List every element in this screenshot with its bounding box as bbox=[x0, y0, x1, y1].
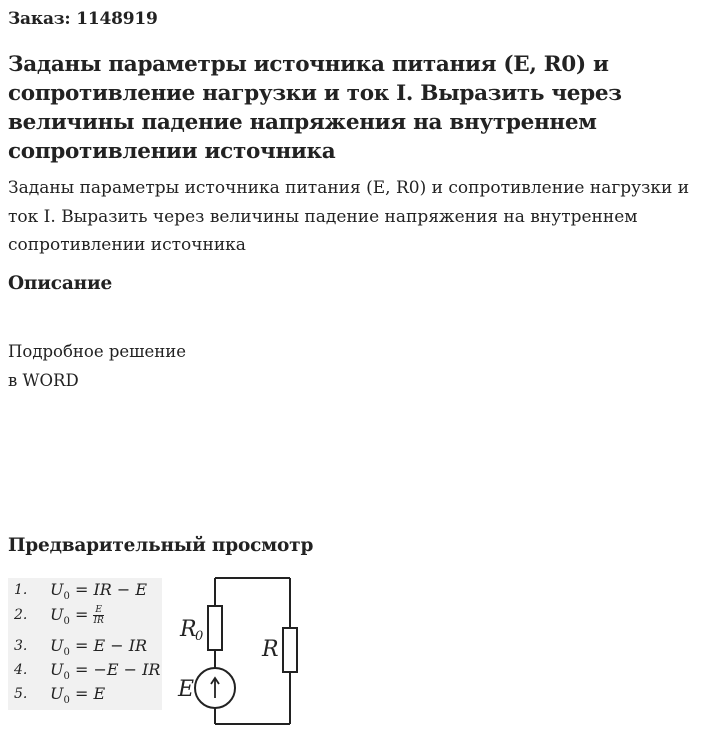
option-lhs: U bbox=[50, 605, 64, 624]
option-sub: 0 bbox=[63, 616, 70, 628]
option-sub: 0 bbox=[63, 695, 70, 707]
option-rhs: = E − IR bbox=[74, 636, 148, 655]
description-heading: Описание bbox=[8, 273, 113, 294]
option-number: 2. bbox=[14, 607, 28, 623]
option-fraction bbox=[93, 605, 103, 626]
option-lhs: U bbox=[50, 580, 64, 599]
option-number: 3. bbox=[14, 638, 28, 654]
task-description: Заданы параметры источника питания (E, R0) и сопротивление нагрузки и ток I. Выразить через величины падение напряжения на внутреннем сопротивлении источника bbox=[8, 178, 690, 255]
option-lhs: U bbox=[50, 684, 64, 703]
fraction-denominator: IR bbox=[93, 616, 104, 626]
label-e: E bbox=[178, 677, 195, 702]
source-arrow-icon bbox=[211, 678, 219, 698]
order-number: Заказ: 1148919 bbox=[8, 9, 158, 29]
option-sub: 0 bbox=[63, 671, 70, 683]
resistor-r bbox=[283, 628, 297, 672]
option-rhs: = IR − E bbox=[74, 580, 148, 599]
solution-line-2: в WORD bbox=[8, 371, 79, 390]
fraction-numerator: E bbox=[95, 605, 102, 615]
option-lhs: U bbox=[50, 636, 64, 655]
option-number: 5. bbox=[14, 686, 28, 702]
option-rhs: = bbox=[74, 605, 89, 624]
option-sub: 0 bbox=[63, 591, 70, 603]
page-title: Заданы параметры источника питания (E, R0) и сопротивление нагрузки и ток I. Выразить через величины падение напряжения на внутреннем сопротивлении источника bbox=[8, 52, 622, 164]
preview-heading: Предварительный просмотр bbox=[8, 535, 314, 556]
option-lhs: U bbox=[50, 660, 64, 679]
option-sub: 0 bbox=[63, 647, 70, 659]
option-number: 4. bbox=[14, 662, 28, 678]
option-number: 1. bbox=[14, 582, 28, 598]
solution-info bbox=[8, 337, 186, 395]
solution-line-1: Подробное решение bbox=[8, 342, 187, 361]
resistor-r0 bbox=[208, 606, 222, 650]
label-r: R bbox=[262, 637, 279, 662]
label-r0-subscript: 0 bbox=[195, 629, 204, 644]
option-rhs: = −E − IR bbox=[74, 660, 161, 679]
answer-options-image bbox=[8, 578, 162, 710]
label-r0: R bbox=[180, 617, 197, 642]
option-rhs: = E bbox=[74, 684, 106, 703]
circuit-diagram bbox=[170, 572, 320, 732]
